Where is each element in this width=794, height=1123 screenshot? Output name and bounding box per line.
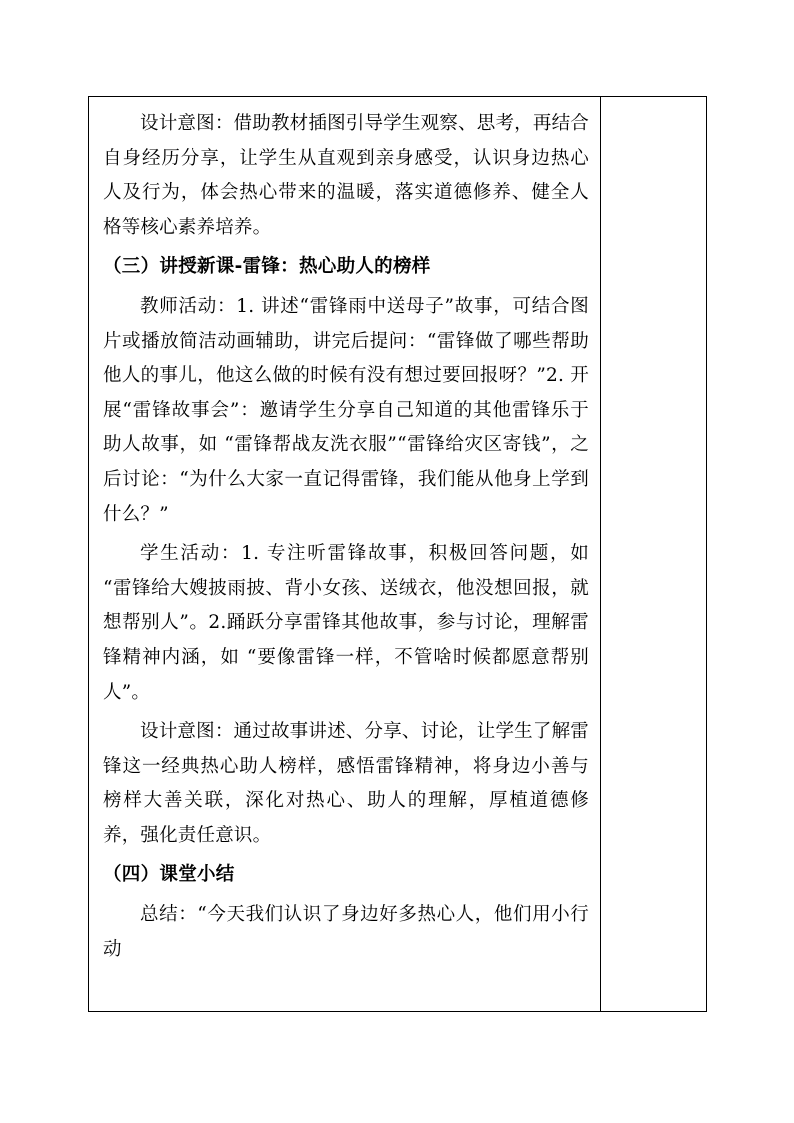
design-intent-paragraph-2: 设计意图：通过故事讲述、分享、讨论，让学生了解雷锋这一经典热心助人榜样，感悟雷锋精神，将身边小善与榜样大善关联，深化对热心、助人的理解，厚植道德修养，强化责任意识。	[103, 721, 589, 846]
summary-paragraph: 总结：“今天我们认识了身边好多热心人，他们用小行动	[103, 904, 589, 960]
teacher-activity-paragraph: 教师活动：1. 讲述“雷锋雨中送母子”故事，可结合图片或播放简洁动画辅助，讲完后提问：“雷锋做了哪些帮助他人的事儿，他这么做的时候有没有想过要回报呀？”2. 开展“雷锋故事会”：邀请学生分享自己知道的其他雷锋乐于助人故事，如 “雷锋帮战友洗衣服”“雷锋给灾区寄钱”，之后讨论：“为什么大家一直记得雷锋，我们能从他身上学到什么？”	[103, 295, 589, 525]
design-intent-paragraph-1: 设计意图：借助教材插图引导学生观察、思考，再结合自身经历分享，让学生从直观到亲身感受，认识身边热心人及行为，体会热心带来的温暖，落实道德修养、健全人格等核心素养培养。	[103, 113, 589, 238]
lesson-content-cell	[89, 97, 600, 1011]
student-activity-paragraph: 学生活动：1. 专注听雷锋故事，积极回答问题，如 “雷锋给大嫂披雨披、背小女孩、送绒衣，他没想回报，就想帮别人”。2.踊跃分享雷锋其他故事，参与讨论，理解雷锋精神内涵，如 “要像雷锋一样，不管啥时候都愿意帮别人”。	[103, 543, 589, 703]
section-heading-3: （三）讲授新课-雷锋：热心助人的榜样	[103, 256, 431, 278]
lesson-plan-table	[88, 96, 707, 1012]
section-heading-4: （四）课堂小结	[103, 864, 235, 886]
notes-cell	[601, 97, 706, 1011]
